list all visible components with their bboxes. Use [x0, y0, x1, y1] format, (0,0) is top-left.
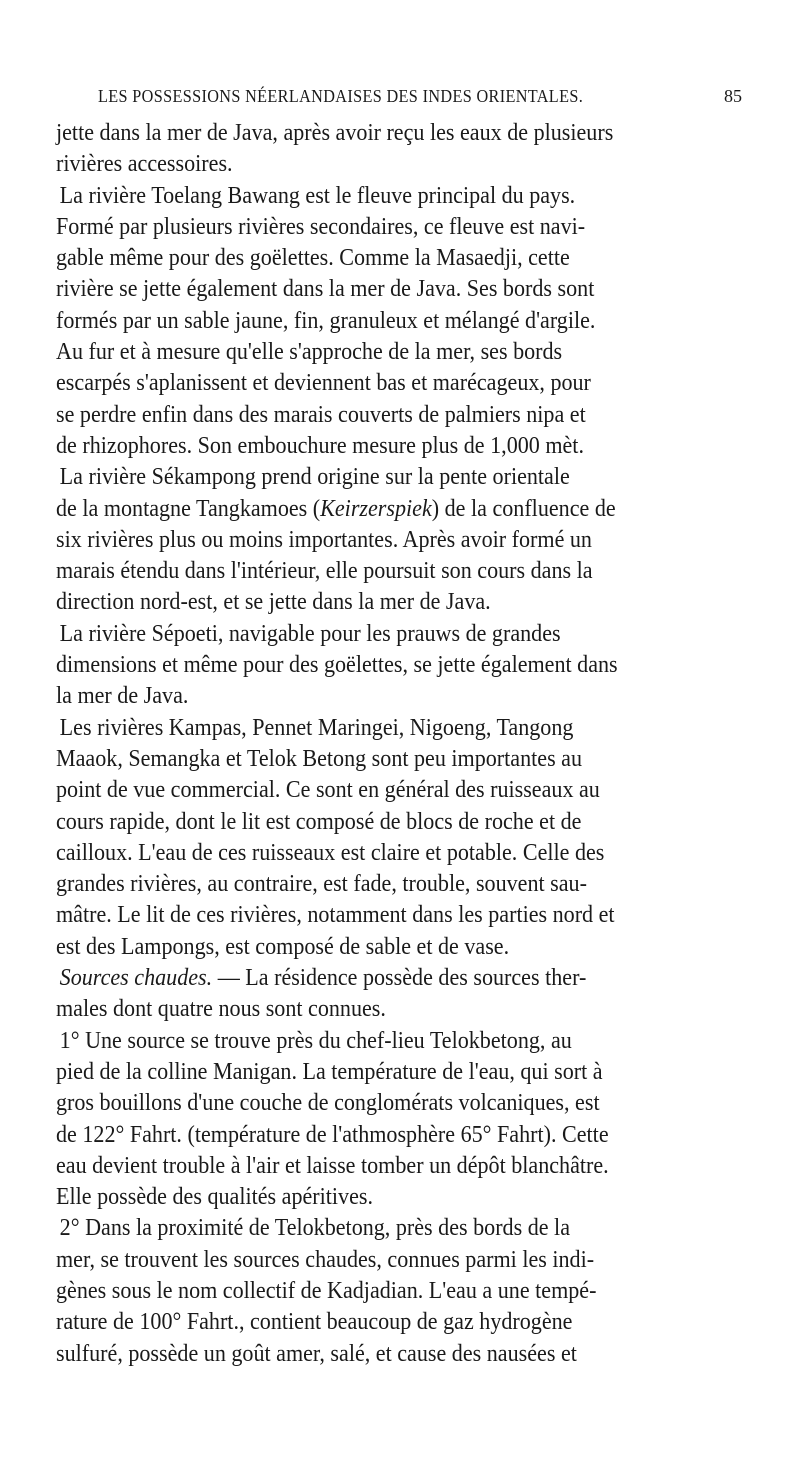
text-line: se perdre enfin dans des marais couverts de palmiers nipa et [56, 401, 586, 428]
text-line: gros bouillons d'une couche de conglomérats volcaniques, est [56, 1090, 600, 1117]
text-line: point de vue commercial. Ce sont en général des ruisseaux au [56, 777, 600, 804]
text-segment: de la montagne Tangkamoes ( [56, 495, 321, 522]
text-line: eau devient trouble à l'air et laisse tomber un dépôt blanchâtre. [56, 1152, 609, 1179]
text-line: rivières accessoires. [56, 151, 233, 178]
text-line: La rivière Sépoeti, navigable pour les prauws de grandes [59, 620, 561, 647]
text-line: est des Lampongs, est composé de sable et de vase. [56, 933, 510, 960]
italic-term: Keirzerspiek [320, 495, 432, 522]
text-line: cailloux. L'eau de ces ruisseaux est claire et potable. Celle des [56, 839, 605, 866]
text-line: rature de 100° Fahrt., contient beaucoup de gaz hydrogène [56, 1309, 573, 1336]
text-line: jette dans la mer de Java, après avoir reçu les eaux de plusieurs [56, 120, 614, 146]
page-header [70, 82, 742, 112]
text-line: Formé par plusieurs rivières secondaires, ce fleuve est navi- [56, 213, 586, 240]
text-line: Les rivières Kampas, Pennet Maringei, Nigoeng, Tangong [59, 714, 574, 741]
text-segment: ) de la confluence de [431, 495, 616, 522]
page-number: 85 [724, 86, 742, 106]
text-line: formés par un sable jaune, fin, granuleux et mélangé d'argile. [56, 307, 596, 334]
text-line: 1° Une source se trouve près du chef-lieu Telokbetong, au [59, 1027, 572, 1054]
body-text [56, 118, 742, 1370]
text-line: gènes sous le nom collectif de Kadjadian. L'eau a une tempé- [56, 1277, 597, 1304]
text-segment: — La résidence possède des sources ther- [212, 965, 587, 992]
text-line: Elle possède des qualités apéritives. [56, 1184, 374, 1211]
text-line [56, 963, 687, 994]
text-line: Maaok, Semangka et Telok Betong sont peu importantes au [56, 745, 583, 772]
text-line: mer, se trouvent les sources chaudes, connues parmi les indi- [56, 1246, 595, 1273]
text-line: de 122° Fahrt. (température de l'athmosphère 65° Fahrt). Cette [56, 1121, 609, 1148]
text-line: direction nord-est, et se jette dans la mer de Java. [56, 589, 491, 616]
text-line: 2° Dans la proximité de Telokbetong, près des bords de la [59, 1215, 570, 1242]
text-line: la mer de Java. [56, 683, 189, 710]
section-heading: Sources chaudes. [59, 965, 213, 992]
text-line: marais étendu dans l'intérieur, elle poursuit son cours dans la [56, 558, 593, 585]
text-line: males dont quatre nous sont connues. [56, 996, 386, 1023]
text-line: La rivière Toelang Bawang est le fleuve principal du pays. [59, 182, 576, 209]
text-line: gable même pour des goëlettes. Comme la Masaedji, cette [56, 245, 570, 272]
text-line: sulfuré, possède un goût amer, salé, et cause des nausées et [56, 1340, 577, 1367]
text-line: rivière se jette également dans la mer de Java. Ses bords sont [56, 276, 595, 303]
text-line: de rhizophores. Son embouchure mesure plus de 1,000 mèt. [56, 432, 584, 459]
text-line: cours rapide, dont le lit est composé de blocs de roche et de [56, 808, 582, 835]
text-line: La rivière Sékampong prend origine sur la pente orientale [59, 464, 570, 491]
running-title: LES POSSESSIONS NÉERLANDAISES DES INDES ORIENTALES. [98, 86, 584, 106]
text-line: pied de la colline Manigan. La température de l'eau, qui sort à [56, 1058, 603, 1085]
text-line [56, 494, 687, 525]
text-line: grandes rivières, au contraire, est fade, trouble, souvent sau- [56, 871, 587, 898]
text-line: escarpés s'aplanissent et deviennent bas et marécageux, pour [56, 370, 591, 397]
text-line: six rivières plus ou moins importantes. Après avoir formé un [56, 526, 592, 553]
text-line: dimensions et même pour des goëlettes, se jette également dans [56, 652, 618, 679]
text-line: Au fur et à mesure qu'elle s'approche de la mer, ses bords [56, 339, 563, 366]
text-line: mâtre. Le lit de ces rivières, notamment dans les parties nord et [56, 902, 615, 929]
